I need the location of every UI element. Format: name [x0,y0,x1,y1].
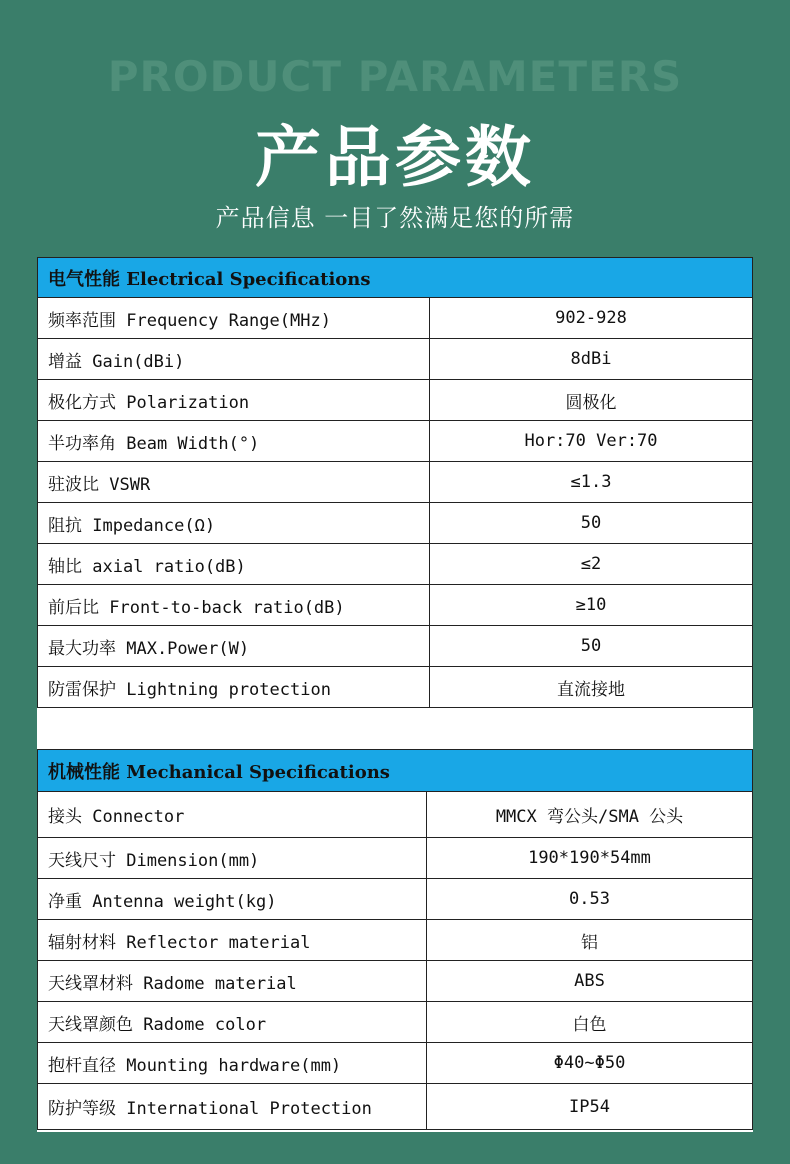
spec-value: MMCX 弯公头/SMA 公头 [427,792,753,838]
spec-label: 天线尺寸 Dimension(mm) [38,838,427,879]
spec-label: 防雷保护 Lightning protection [38,667,430,708]
table-row [38,961,753,1002]
table-row [38,1043,753,1084]
spec-label: 前后比 Front-to-back ratio(dB) [38,585,430,626]
spec-label: 抱杆直径 Mounting hardware(mm) [38,1043,427,1084]
table-row [38,920,753,961]
spec-label: 防护等级 International Protection [38,1084,427,1130]
spec-label: 最大功率 MAX.Power(W) [38,626,430,667]
table-row [38,298,753,339]
table-row [38,1084,753,1130]
spec-label: 辐射材料 Reflector material [38,920,427,961]
spec-value: 0.53 [427,879,753,920]
table-row [38,421,753,462]
electrical-spec-table [37,257,753,708]
spec-value: 白色 [427,1002,753,1043]
spec-label: 天线罩材料 Radome material [38,961,427,1002]
spec-value: ≤2 [430,544,753,585]
table-row [38,339,753,380]
table-row [38,626,753,667]
spec-value: IP54 [427,1084,753,1130]
spec-label: 阻抗 Impedance(Ω) [38,503,430,544]
table-row [38,462,753,503]
table-row [38,503,753,544]
electrical-heading: 电气性能 Electrical Specifications [38,258,753,298]
table-row [38,838,753,879]
spec-value: 直流接地 [430,667,753,708]
table-header-row [38,258,753,298]
spec-value: ≥10 [430,585,753,626]
spec-label: 频率范围 Frequency Range(MHz) [38,298,430,339]
spec-label: 驻波比 VSWR [38,462,430,503]
spec-label: 轴比 axial ratio(dB) [38,544,430,585]
mechanical-spec-table [37,749,753,1130]
table-row [38,667,753,708]
table-row [38,380,753,421]
spec-value: 902-928 [430,298,753,339]
spec-value: Hor:70 Ver:70 [430,421,753,462]
table-row [38,879,753,920]
spec-label: 极化方式 Polarization [38,380,430,421]
spec-label: 净重 Antenna weight(kg) [38,879,427,920]
spec-value: ABS [427,961,753,1002]
spec-label: 半功率角 Beam Width(°) [38,421,430,462]
spec-value: Φ40~Φ50 [427,1043,753,1084]
page-subtitle: 产品信息 一目了然满足您的所需 [215,204,575,232]
table-row [38,585,753,626]
spec-value: 190*190*54mm [427,838,753,879]
spec-label: 增益 Gain(dBi) [38,339,430,380]
table-row [38,1002,753,1043]
spec-value: 50 [430,503,753,544]
spec-value: 8dBi [430,339,753,380]
table-row [38,544,753,585]
spec-label: 接头 Connector [38,792,427,838]
page-title: 产品参数 [255,119,535,196]
spec-value: 50 [430,626,753,667]
spec-value: ≤1.3 [430,462,753,503]
spec-value: 圆极化 [430,380,753,421]
spec-value: 铝 [427,920,753,961]
mechanical-heading: 机械性能 Mechanical Specifications [38,750,753,792]
table-header-row [38,750,753,792]
background-title: PRODUCT PARAMETERS [107,52,683,101]
table-row [38,792,753,838]
spec-label: 天线罩颜色 Radome color [38,1002,427,1043]
